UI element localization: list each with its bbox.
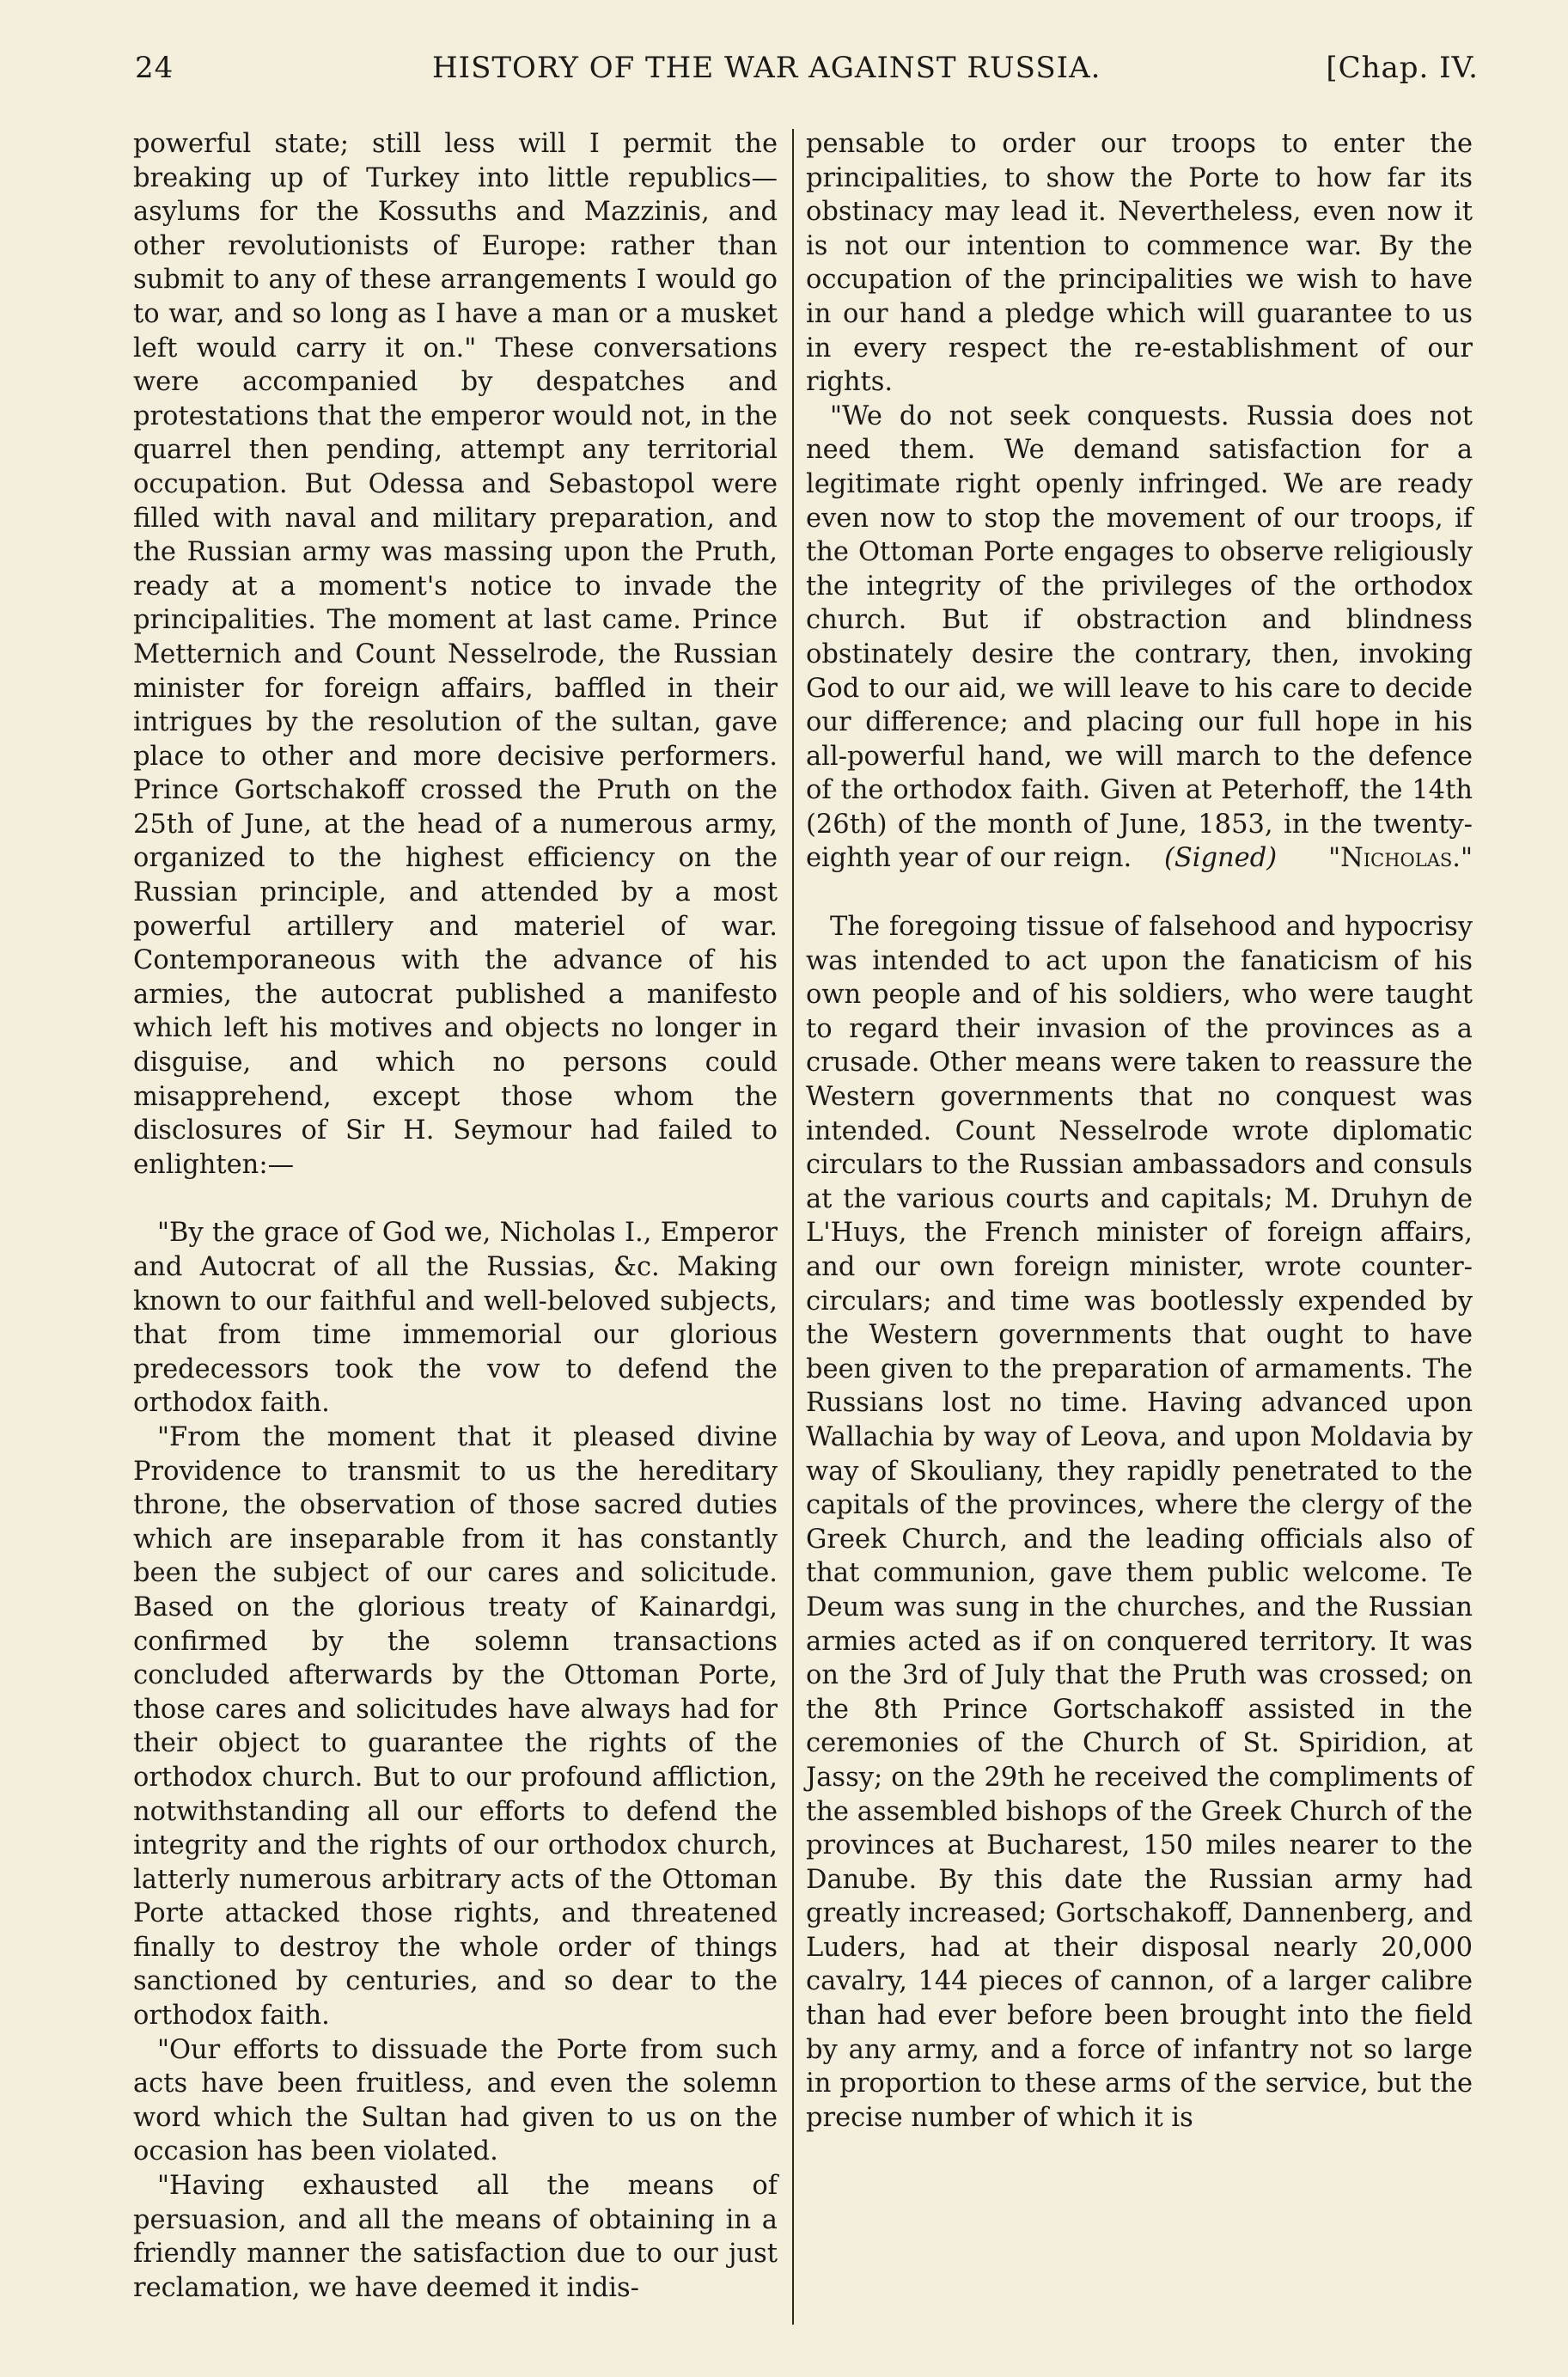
column-divider bbox=[792, 129, 794, 2325]
paragraph: powerful state; still less will I permit the breaking up of Turkey into little republics—asylums for the Kossuths and Mazzinis, and other revolutionists of Europe: rather than submit to any of these arrangements I would go to war, and so long as I have a man or a musket left would carry it on." These conversations were accompanied by despatches and protestations that the emperor would not, in the quarrel then pending, attempt any territorial occupation. But Odessa and Sebastopol were filled with naval and military preparation, and the Russian army was massing upon the Pruth, ready at a moment's notice to invade the principalities. The moment at last came. Prince Metternich and Count Nesselrode, the Russian minister for foreign affairs, baffled in their intrigues by the resolution of the sultan, gave place to other and more decisive performers. Prince Gortschakoff crossed the Pruth on the 25th of June, at the head of a numerous army, organized to the highest efficiency on the Russian principle, and attended by a most powerful artillery and materiel of war. Contemporaneous with the advance of his armies, the autocrat published a manifesto which left his motives and objects no longer in disguise, and which no persons could misapprehend, except those whom the disclosures of Sir H. Seymour had failed to enlighten:— bbox=[133, 129, 778, 1180]
page-number: 24 bbox=[135, 51, 174, 85]
running-header bbox=[133, 53, 1479, 105]
signature-name: "Nicholas." bbox=[1328, 843, 1473, 874]
signature-line bbox=[806, 841, 1473, 876]
chapter-label: [Chap. IV. bbox=[1326, 51, 1479, 85]
running-title: HISTORY OF THE WAR AGAINST RUSSIA. bbox=[432, 51, 1101, 85]
manifesto-paragraph: pensable to order our troops to enter the principalities, to show the Porte to how far its obstinacy may lead it. Nevertheless, even now it is not our intention to commence war. By the occupation of the principalities we wish to have in our hand a pledge which will guarantee to us in every respect the re-establishment of our rights. bbox=[806, 129, 1473, 398]
signature-label: (Signed) bbox=[1163, 843, 1278, 874]
manifesto-paragraph: "We do not seek conquests. Russia does not need them. We demand satisfaction for a legitimate right openly infringed. We are ready even now to stop the movement of our troops, if the Ottoman Porte engages to observe religiously the integrity of the privileges of the orthodox church. But if obstraction and blindness obstinately desire the contrary, then, invoking God to our aid, we will leave to his care to decide our difference; and placing our full hope in his all-powerful hand, we will march to the defence of the orthodox faith. Given at Peterhoff, the 14th (26th) of the month of June, 1853, in the twenty-eighth year of our reign. bbox=[806, 400, 1473, 874]
left-column bbox=[133, 127, 778, 2305]
paragraph: The foregoing tissue of falsehood and hypocrisy was intended to act upon the fanaticism of his own people and of his soldiers, who were taught to regard their invasion of the provinces as a crusade. Other means were taken to reassure the Western governments that no conquest was intended. Count Nesselrode wrote diplomatic circulars to the Russian ambassadors and consuls at the various courts and capitals; M. Druhyn de L'Huys, the French minister of foreign affairs, and our own foreign minister, wrote counter-circulars; and time was bootlessly expended by the Western governments that ought to have been given to the preparation of armaments. The Russians lost no time. Having advanced upon Wallachia by way of Leova, and upon Moldavia by way of Skouliany, they rapidly penetrated to the capitals of the provinces, where the clergy of the Greek Church, and the leading officials also of that communion, gave them public welcome. Te Deum was sung in the churches, and the Russian armies acted as if on conquered territory. It was on the 3rd of July that the Pruth was crossed; on the 8th Prince Gortschakoff assisted in the ceremonies of the Church of St. Spiridion, at Jassy; on the 29th he received the compliments of the assembled bishops of the Greek Church of the provinces at Bucharest, 150 miles nearer to the Danube. By this date the Russian army had greatly increased; Gortschakoff, Dannenberg, and Luders, had at their disposal nearly 20,000 cavalry, 144 pieces of cannon, of a larger calibre than had ever before been brought into the field by any army, and a force of infantry not so large in proportion to these arms of the service, but the precise number of which it is bbox=[806, 912, 1473, 2133]
manifesto-paragraph: "From the moment that it pleased divine Providence to transmit to us the hereditary throne, the observation of those sacred duties which are inseparable from it has constantly been the subject of our cares and solicitude. Based on the glorious treaty of Kainardgi, confirmed by the solemn transactions concluded afterwards by the Ottoman Porte, those cares and solicitudes have always had for their object to guarantee the rights of the orthodox church. But to our profound affliction, notwithstanding all our efforts to defend the integrity and the rights of our orthodox church, latterly numerous arbitrary acts of the Ottoman Porte attacked those rights, and threatened finally to destroy the whole order of things sanctioned by centuries, and so dear to the orthodox faith. bbox=[133, 1421, 778, 2032]
right-column bbox=[806, 127, 1473, 2135]
manifesto-paragraph: "Having exhausted all the means of persuasion, and all the means of obtaining in a friendly manner the satisfaction due to our just reclamation, we have deemed it indis- bbox=[133, 2171, 778, 2303]
manifesto-paragraph: "Our efforts to dissuade the Porte from such acts have been fruitless, and even the solemn word which the Sultan had given to us on the occasion has been violated. bbox=[133, 2034, 778, 2167]
manifesto-paragraph: "By the grace of God we, Nicholas I., Emperor and Autocrat of all the Russias, &c. Making known to our faithful and well-beloved subjects, that from time immemorial our glorious predecessors took the vow to defend the orthodox faith. bbox=[133, 1218, 778, 1419]
